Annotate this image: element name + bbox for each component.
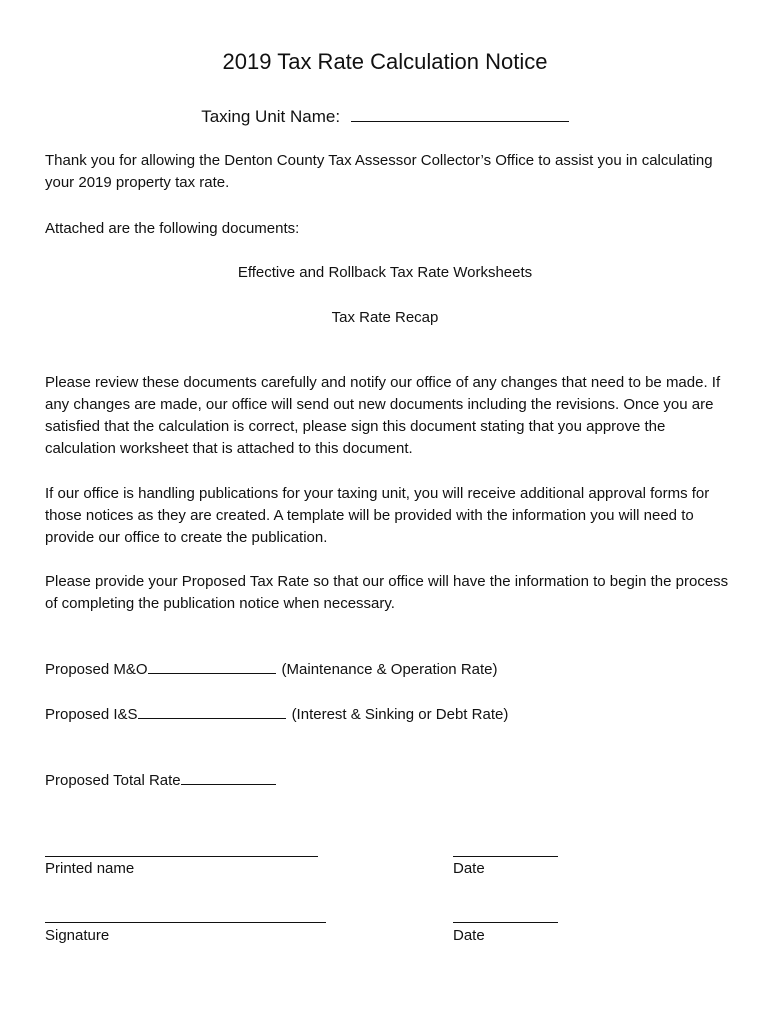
proposed-mo-field[interactable] [148,659,276,674]
attached-heading: Attached are the following documents: [45,220,300,237]
proposed-total-row [45,770,282,792]
date-label-1: Date [453,860,485,877]
date-line-2[interactable] [453,922,558,923]
document-item-recap: Tax Rate Recap [331,309,439,326]
intro-paragraph: Thank you for allowing the Denton County Tax Assessor Collector’s Office to assist you in calculating your 2019 property tax rate. [45,152,713,191]
proposed-is-field[interactable] [138,704,286,719]
proposed-rate-paragraph: Please provide your Proposed Tax Rate so that our office will have the information to begin the process of completing the publication notice when necessary. [45,573,729,612]
signature-label: Signature [45,927,110,944]
proposed-is-row [45,704,508,726]
document-item-worksheets: Effective and Rollback Tax Rate Worksheets [237,264,533,281]
taxing-unit-row [0,105,770,129]
date-label-2: Date [453,927,485,944]
proposed-mo-description: (Maintenance & Operation Rate) [281,661,498,678]
publication-paragraph: If our office is handling publications for your taxing unit, you will receive additional approval forms for those notices as they are created. A template will be provided with the information you will need to provide our office to create the publication. [45,485,710,546]
page-title: 2019 Tax Rate Calculation Notice [222,49,548,74]
proposed-is-label: Proposed I&S [45,706,138,723]
proposed-is-description: (Interest & Sinking or Debt Rate) [291,706,509,723]
proposed-total-field[interactable] [181,770,276,785]
date-line-1[interactable] [453,856,558,857]
proposed-mo-label: Proposed M&O [45,661,148,678]
taxing-unit-label: Taxing Unit Name: [201,107,341,126]
taxing-unit-name-field[interactable] [351,105,569,122]
review-paragraph: Please review these documents carefully and notify our office of any changes that need to be made. If any changes are made, our office will send out new documents including the revisions. Once you are satisfied that the calculation is correct, please sign this document stating that you approve the calculation worksheet that is attached to this document. [45,374,721,457]
printed-name-label: Printed name [45,860,135,877]
proposed-mo-row [45,659,498,681]
printed-name-line[interactable] [45,856,318,857]
signature-line[interactable] [45,922,326,923]
proposed-total-label: Proposed Total Rate [45,772,181,789]
